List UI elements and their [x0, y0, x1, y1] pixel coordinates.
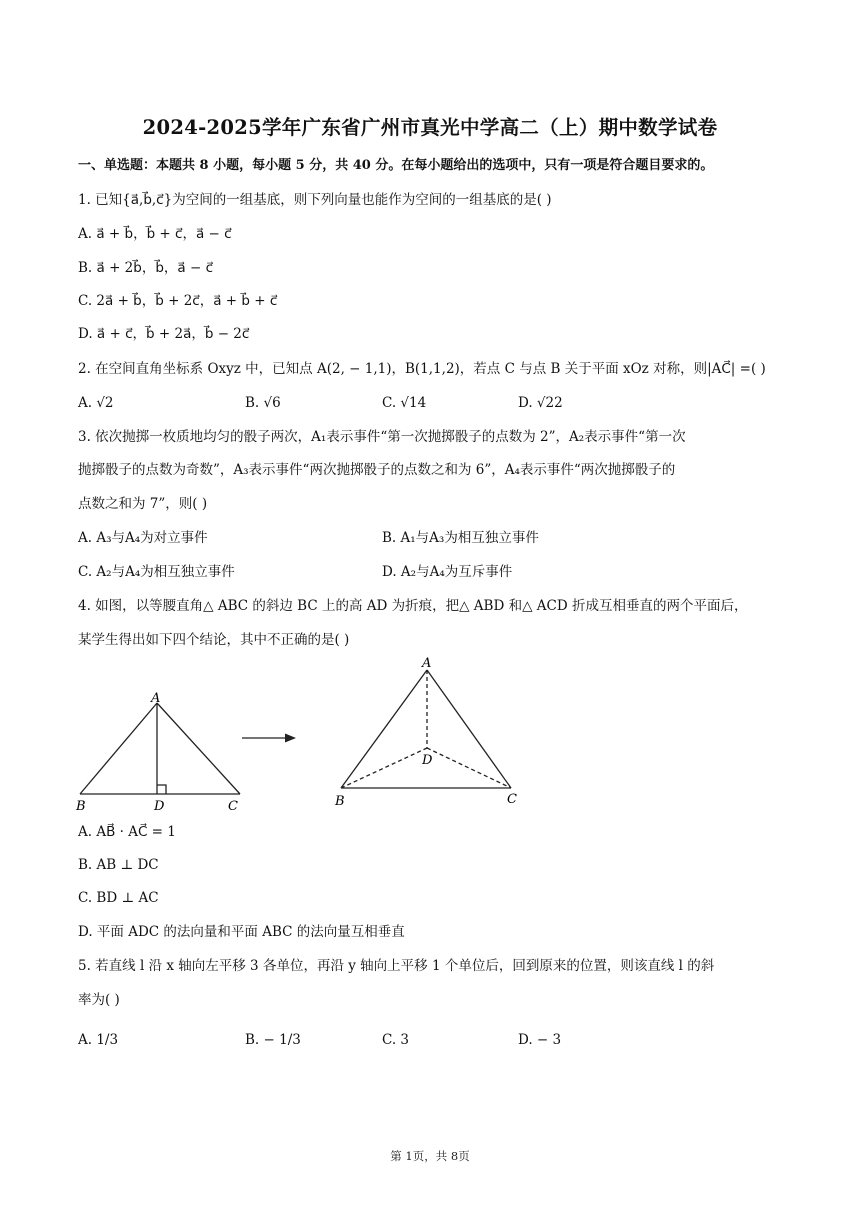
label-a: A	[151, 691, 161, 706]
option-d: D. A₂与A₄为互斥事件	[382, 564, 513, 580]
label-c-folded: C	[507, 792, 517, 807]
label-d-folded: D	[422, 753, 433, 768]
option-a: A. 1/3	[78, 1032, 119, 1048]
page-footer: 第 1页，共 8页	[390, 1149, 470, 1163]
edge-bd-hidden	[341, 748, 427, 788]
label-a-folded: A	[422, 656, 432, 671]
question-stem-line-1: 4. 如图，以等腰直角△ ABC 的斜边 BC 上的高 AD 为折痕，把△ ABD 和△ ACD 折成互相垂直的两个平面后，	[78, 598, 748, 614]
option-c: C. 2a⃗ + b⃗，b⃗ + 2c⃗，a⃗ + b⃗ + c⃗	[78, 293, 278, 309]
question-stem: 1. 已知{a⃗,b⃗,c⃗}为空间的一组基底，则下列向量也能作为空间的一组基底的是( )	[78, 192, 552, 208]
question-stem: 2. 在空间直角坐标系 Oxyz 中，已知点 A(2, − 1,1)，B(1,1,2)，若点 C 与点 B 关于平面 xOz 对称，则|AC⃗| =( )	[78, 361, 766, 377]
question-stem-line-3: 点数之和为 7”，则( )	[78, 496, 208, 512]
option-c: C. 3	[382, 1032, 410, 1048]
option-b: B. a⃗ + 2b⃗，b⃗，a⃗ − c⃗	[78, 260, 213, 276]
folded-tetrahedron	[341, 670, 511, 788]
right-angle-mark	[157, 785, 166, 794]
option-b: B. A₁与A₃为相互独立事件	[382, 530, 539, 546]
side-ac	[157, 703, 240, 794]
option-a: A. A₃与A₄为对立事件	[78, 530, 208, 546]
label-c: C	[228, 799, 238, 814]
option-c: C. √14	[382, 395, 427, 411]
question-stem-line-2: 某学生得出如下四个结论，其中不正确的是( )	[78, 632, 350, 648]
question-stem-line-2: 抛掷骰子的点数为奇数”，A₃表示事件“两次抛掷骰子的点数之和为 6”，A₄表示事件“两次抛掷骰子的	[78, 462, 676, 478]
option-a: A. AB⃗ · AC⃗ = 1	[78, 824, 176, 840]
section-heading: 一、单选题：本题共 8 小题，每小题 5 分，共 40 分。在每小题给出的选项中，只有一项是符合题目要求的。	[78, 158, 714, 173]
option-d: D. − 3	[518, 1032, 562, 1048]
edge-ab	[341, 670, 427, 788]
question-stem-line-2: 率为( )	[78, 992, 120, 1008]
label-d: D	[154, 799, 165, 814]
fold-figure	[70, 650, 540, 815]
label-b-folded: B	[335, 794, 345, 809]
page-title: 2024-2025学年广东省广州市真光中学高二（上）期中数学试卷	[142, 116, 718, 139]
option-a: A. a⃗ + b⃗，b⃗ + c⃗，a⃗ − c⃗	[78, 226, 232, 242]
option-d: D. a⃗ + c⃗，b⃗ + 2a⃗，b⃗ − 2c⃗	[78, 326, 250, 342]
option-b: B. AB ⊥ DC	[78, 857, 159, 873]
edge-dc-hidden	[427, 748, 511, 788]
flat-triangle	[80, 703, 240, 794]
option-c: C. A₂与A₄为相互独立事件	[78, 564, 235, 580]
option-c: C. BD ⊥ AC	[78, 890, 159, 906]
edge-ac	[427, 670, 511, 788]
option-b: B. − 1/3	[245, 1032, 301, 1048]
option-d: D. √22	[518, 395, 563, 411]
option-b: B. √6	[245, 395, 281, 411]
arrow-icon	[242, 734, 296, 743]
option-a: A. √2	[78, 395, 114, 411]
option-d: D. 平面 ADC 的法向量和平面 ABC 的法向量互相垂直	[78, 924, 405, 940]
label-b: B	[76, 799, 86, 814]
side-ab	[80, 703, 157, 794]
question-stem-line-1: 5. 若直线 l 沿 x 轴向左平移 3 各单位，再沿 y 轴向上平移 1 个单位后，回到原来的位置，则该直线 l 的斜	[78, 958, 715, 974]
question-stem-line-1: 3. 依次抛掷一枚质地均匀的骰子两次，A₁表示事件“第一次抛掷骰子的点数为 2”，A₂表示事件“第一次	[78, 429, 686, 445]
